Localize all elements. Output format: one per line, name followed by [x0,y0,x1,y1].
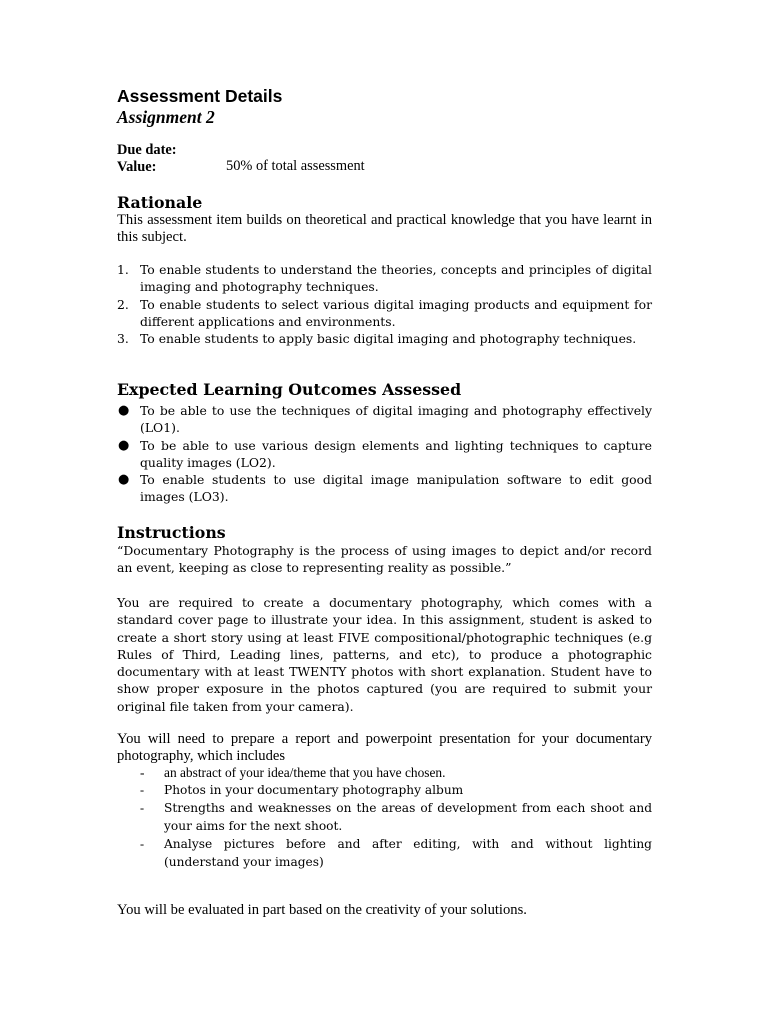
item-text: To be able to use various design elements and lighting techniques to capture quality images (LO2). [140,437,652,470]
list-item: - Strengths and weaknesses on the areas of development from each shoot and your aims for the next shoot. [140,801,652,833]
item-text: To enable students to select various digital imaging products and equipment for different applications and environments. [140,296,652,329]
item-number: 2. [117,296,129,312]
item-text: Photos in your documentary photography album [164,783,464,797]
outcomes-list [117,402,652,506]
page-subtitle: Assignment 2 [117,107,215,127]
item-number: 3. [117,331,129,347]
report-list [140,764,652,871]
list-item [117,402,652,437]
list-item [117,437,652,472]
due-date-label: Due date: [117,142,177,158]
item-text: an abstract of your idea/theme that you have chosen. [164,765,446,780]
rationale-list [117,261,652,347]
list-item: - Photos in your documentary photography album [140,783,464,797]
instructions-heading: Instructions [117,523,226,542]
bullet-icon: ● [118,472,130,488]
item-text: To enable students to understand the theories, concepts and principles of digital imaging and photography techniques. [140,262,652,295]
instructions-paragraph: You are required to create a documentary photography, which comes with a standard cover page to illustrate your idea. In this assignment, student is asked to create a short story using at least FIVE compositional/photographic techniques (e.g Rules of Third, Leading lines, patterns, and etc), to produce a photographic documentary with at least TWENTY photos with short explanation. Student have to show proper exposure in the photos captured (you are required to submit your original file taken from your camera). [117,595,652,714]
report-paragraph: You will need to prepare a report and powerpoint presentation for your documentary photography, which includes [117,731,652,764]
value-text: 50% of total assessment [226,158,365,174]
item-text: Strengths and weaknesses on the areas of development from each shoot and your aims for the next shoot. [164,801,652,833]
outcomes-heading: Expected Learning Outcomes Assessed [117,380,462,399]
list-item [117,471,652,506]
instructions-quote: “Documentary Photography is the process of using images to depict and/or record an event, keeping as close to representing reality as possible.” [117,543,652,576]
list-item: - Analyse pictures before and after editing, with and without lighting (understand your images) [140,837,652,869]
rationale-intro: This assessment item builds on theoretical and practical knowledge that you have learnt in this subject. [117,212,652,245]
item-text: To be able to use the techniques of digital imaging and photography effectively (LO1). [140,403,652,436]
list-item [117,261,652,296]
item-text: To enable students to apply basic digital imaging and photography techniques. [140,331,637,347]
bullet-icon: ● [118,437,130,453]
list-item [117,296,652,331]
closing-paragraph: You will be evaluated in part based on the creativity of your solutions. [117,902,527,918]
item-text: Analyse pictures before and after editing, with and without lighting (understand your images) [164,837,652,869]
list-item [117,330,652,347]
page-title: Assessment Details [117,86,283,106]
item-number: 1. [117,262,129,277]
bullet-icon: ● [118,403,130,418]
list-item: - an abstract of your idea/theme that you have chosen. [140,765,446,780]
value-label: Value: [117,159,157,175]
rationale-heading: Rationale [117,193,203,212]
item-text: To enable students to use digital image manipulation software to edit good images (LO3). [140,472,652,505]
